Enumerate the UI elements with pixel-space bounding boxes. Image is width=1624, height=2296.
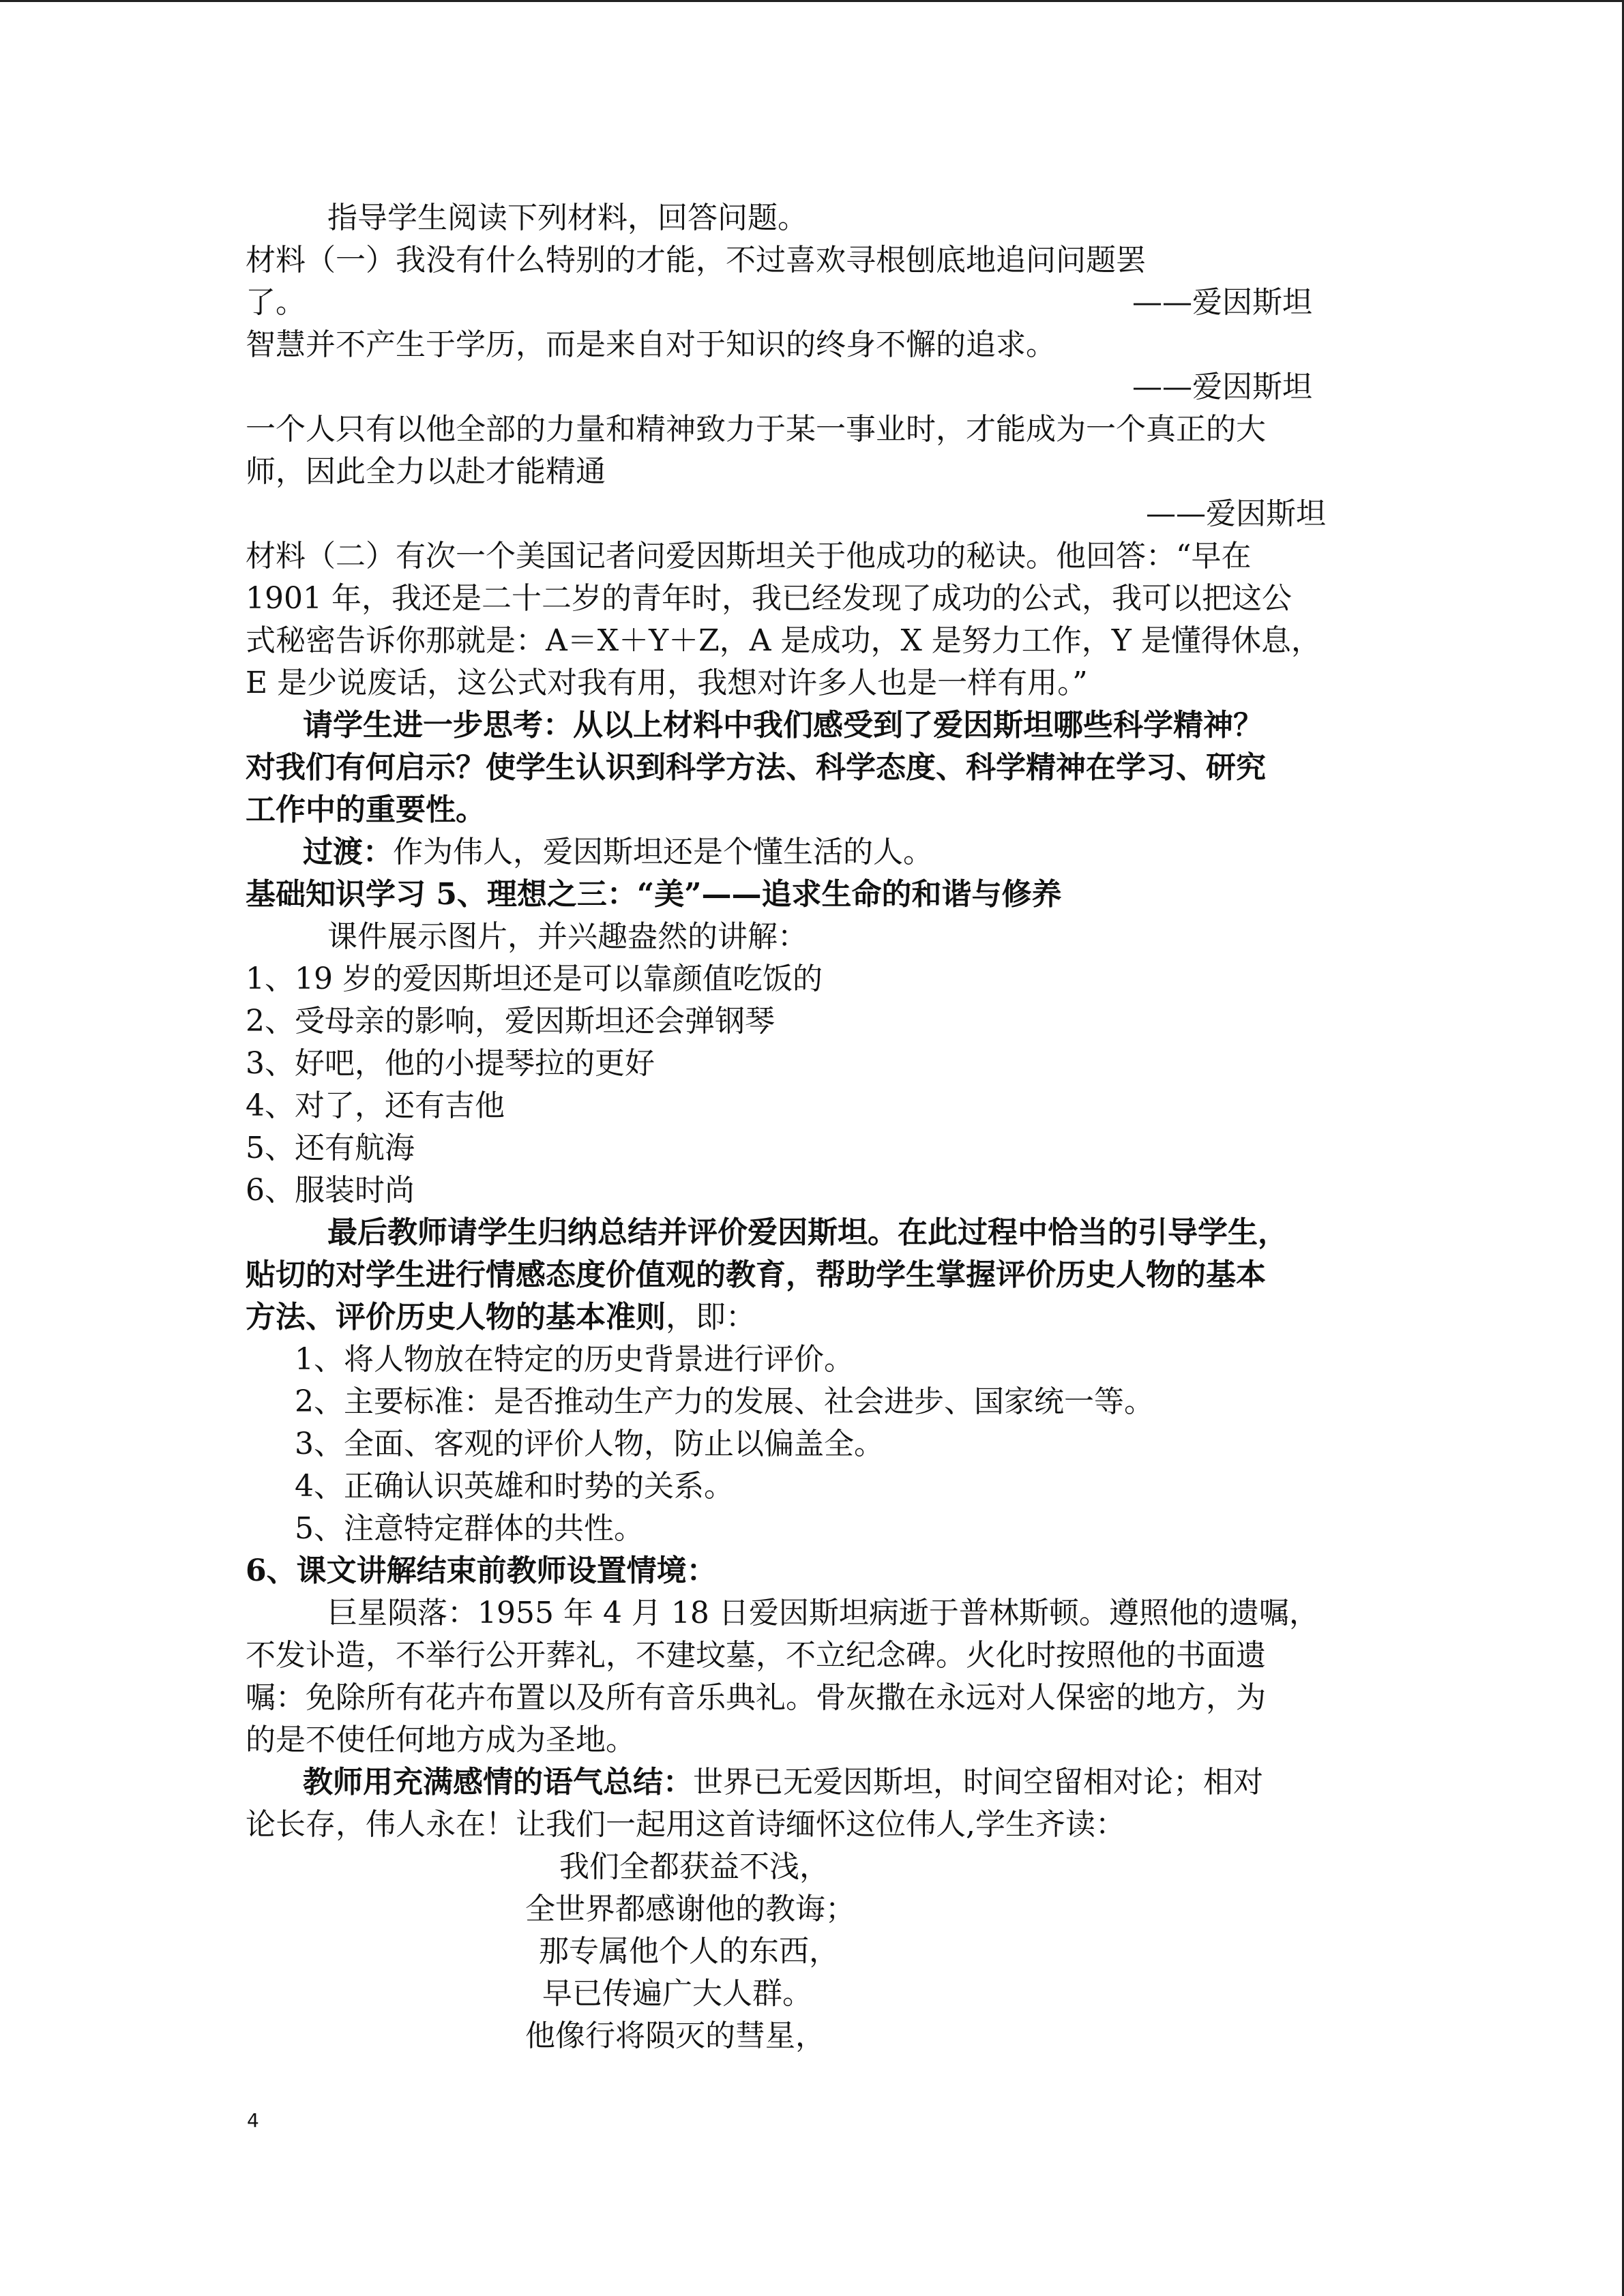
section-heading: 6、课文讲解结束前教师设置情境： <box>246 1553 717 1588</box>
transition-text: 作为伟人，爱因斯坦还是个懂生活的人。 <box>393 835 933 869</box>
teacher-summary-text: 世界已无爱因斯坦，时间空留相对论；相对 <box>693 1765 1263 1800</box>
think-question: 对我们有何启示？使学生认识到科学方法、科学态度、科学精神在学习、研究 <box>246 750 1266 785</box>
summary-line <box>246 1296 756 1339</box>
material-two-line: 式秘密告诉你那就是：A＝X＋Y＋Z，A 是成功，X 是努力工作，Y 是懂得休息， <box>246 623 1321 658</box>
intro-line: 指导学生阅读下列材料，回答问题。 <box>327 200 808 235</box>
poem-line: 他像行将陨灭的彗星， <box>525 2018 825 2053</box>
think-question: 请学生进一步思考：从以上材料中我们感受到了爱因斯坦哪些科学精神？ <box>303 708 1263 743</box>
criteria-item: 4、正确认识英雄和时势的关系。 <box>295 1469 734 1504</box>
courseware-line: 课件展示图片，并兴趣盎然的讲解： <box>327 919 808 954</box>
material-one-line: 材料（一）我没有什么特别的才能，不过喜欢寻根刨底地追问问题罢 <box>246 243 1146 278</box>
criteria-item: 5、注意特定群体的共性。 <box>295 1511 644 1546</box>
list-item: 3、好吧，他的小提琴拉的更好 <box>246 1046 655 1081</box>
quote-line: 智慧并不产生于学历，而是来自对于知识的终身不懈的追求。 <box>246 327 1056 362</box>
teacher-summary-label: 教师用充满感情的语气总结： <box>303 1765 693 1800</box>
scenario-line: 巨星陨落：1955 年 4 月 18 日爱因斯坦病逝于普林斯顿。遵照他的遗嘱， <box>327 1596 1319 1630</box>
teacher-summary: 论长存，伟人永在！让我们一起用这首诗缅怀这位伟人,学生齐读： <box>246 1807 1125 1842</box>
quote-attribution: ——爱因斯坦 <box>1132 370 1312 404</box>
teacher-summary <box>303 1761 1263 1804</box>
criteria-item: 3、全面、客观的评价人物，防止以偏盖全。 <box>295 1427 884 1461</box>
material-two-line: 1901 年，我还是二十二岁的青年时，我已经发现了成功的公式，我可以把这公 <box>246 581 1292 616</box>
page-number: 4 <box>247 2109 259 2132</box>
think-question: 工作中的重要性。 <box>246 792 486 827</box>
transition-line <box>303 831 933 874</box>
poem-line: 早已传遍广大人群。 <box>542 1976 812 2011</box>
quote-line: 师，因此全力以赴才能精通 <box>246 454 606 489</box>
scenario-line: 嘱：免除所有花卉布置以及所有音乐典礼。骨灰撒在永远对人保密的地方，为 <box>246 1680 1266 1715</box>
criteria-text: ，即： <box>666 1300 756 1335</box>
transition-label: 过渡： <box>303 835 393 869</box>
material-one-cont: 了。 <box>246 285 306 320</box>
poem-line: 那专属他个人的东西， <box>539 1934 839 1969</box>
quote-attribution: ——爱因斯坦 <box>1146 496 1326 531</box>
list-item: 6、服装时尚 <box>246 1173 415 1208</box>
material-two-line: 材料（二）有次一个美国记者问爱因斯坦关于他成功的秘诀。他回答：“早在 <box>246 539 1252 573</box>
criteria-item: 2、主要标准：是否推动生产力的发展、社会进步、国家统一等。 <box>295 1384 1154 1419</box>
list-item: 2、受母亲的影响，爱因斯坦还会弹钢琴 <box>246 1004 775 1039</box>
quote-attribution: ——爱因斯坦 <box>1132 285 1312 320</box>
list-item: 4、对了，还有吉他 <box>246 1088 505 1123</box>
section-heading: 基础知识学习 5、理想之三：“美”——追求生命的和谐与修养 <box>246 877 1062 912</box>
list-item: 1、19 岁的爱因斯坦还是可以靠颜值吃饭的 <box>246 961 823 996</box>
quote-line: 一个人只有以他全部的力量和精神致力于某一事业时，才能成为一个真正的大 <box>246 412 1266 447</box>
summary-line: 最后教师请学生归纳总结并评价爱因斯坦。在此过程中恰当的引导学生， <box>327 1215 1288 1250</box>
poem-line: 全世界都感谢他的教诲； <box>525 1892 855 1926</box>
summary-line: 贴切的对学生进行情感态度价值观的教育，帮助学生掌握评价历史人物的基本 <box>246 1257 1266 1292</box>
scenario-line: 的是不使任何地方成为圣地。 <box>246 1723 636 1757</box>
material-two-line: E 是少说废话，这公式对我有用，我想对许多人也是一样有用。” <box>246 666 1088 700</box>
list-item: 5、还有航海 <box>246 1131 415 1165</box>
criteria-label: 方法、评价历史人物的基本准则 <box>246 1300 666 1335</box>
criteria-item: 1、将人物放在特定的历史背景进行评价。 <box>295 1342 854 1377</box>
poem-line: 我们全都获益不浅， <box>559 1849 829 1884</box>
scenario-line: 不发讣造，不举行公开葬礼，不建坟墓，不立纪念碑。火化时按照他的书面遗 <box>246 1638 1266 1673</box>
